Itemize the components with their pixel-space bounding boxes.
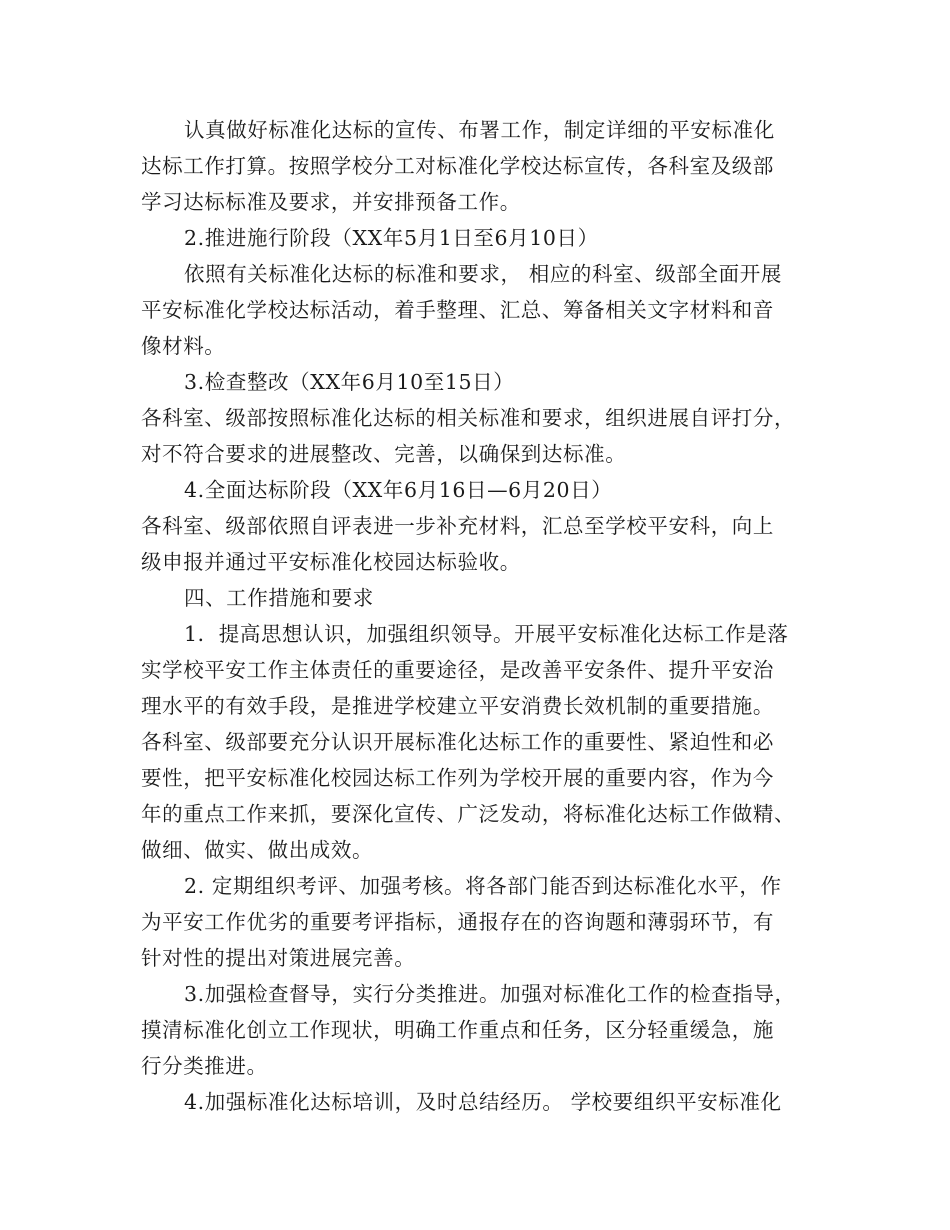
section-heading: 四、工作措施和要求 bbox=[184, 586, 374, 610]
section-heading: 3.检查整改（XX年6月10至15日） bbox=[184, 370, 515, 394]
text-line: 级申报并通过平安标准化校园达标验收。 bbox=[141, 550, 521, 574]
section-heading: 2.推进施行阶段（XX年5月1日至6月10日） bbox=[184, 226, 599, 250]
text-line: 理水平的有效手段，是推进学校建立平安消费长效机制的重要措施。 bbox=[141, 694, 774, 718]
text-line: 摸清标准化创立工作现状，明确工作重点和任务，区分轻重缓急，施 bbox=[141, 1018, 774, 1042]
text-line: 要性，把平安标准化校园达标工作列为学校开展的重要内容，作为今 bbox=[141, 766, 774, 790]
text-line: 各科室、级部要充分认识开展标准化达标工作的重要性、紧迫性和必 bbox=[141, 730, 774, 754]
text-line: 3.加强检查督导，实行分类推进。加强对标准化工作的检查指导， bbox=[184, 982, 796, 1006]
text-line: 为平安工作优劣的重要考评指标，通报存在的咨询题和薄弱环节，有 bbox=[141, 910, 774, 934]
text-line: 各科室、级部按照标准化达标的相关标准和要求，组织进展自评打分， bbox=[141, 406, 796, 430]
text-line: 像材料。 bbox=[141, 334, 226, 358]
text-line: 4.加强标准化达标培训，及时总结经历。 学校要组织平安标准化 bbox=[184, 1090, 782, 1114]
text-line: 平安标准化学校达标活动，着手整理、汇总、筹备相关文字材料和音 bbox=[141, 298, 774, 322]
text-line: 年的重点工作来抓，要深化宣传、广泛发动，将标准化达标工作做精、 bbox=[141, 802, 796, 826]
text-line: 达标工作打算。按照学校分工对标准化学校达标宣传，各科室及级部 bbox=[141, 154, 774, 178]
text-line: 实学校平安工作主体责任的重要途径，是改善平安条件、提升平安治 bbox=[141, 658, 774, 682]
text-line: 针对性的提出对策进展完善。 bbox=[141, 946, 416, 970]
text-line: 各科室、级部依照自评表进一步补充材料，汇总至学校平安科，向上 bbox=[141, 514, 774, 538]
section-heading: 4.全面达标阶段（XX年6月16日—6月20日） bbox=[184, 478, 613, 502]
text-line: 学习达标标准及要求，并安排预备工作。 bbox=[141, 190, 521, 214]
text-line: 1．提高思想认识，加强组织领导。开展平安标准化达标工作是落 bbox=[184, 622, 789, 646]
text-line: 做细、做实、做出成效。 bbox=[141, 838, 374, 862]
text-line: 对不符合要求的进展整改、完善，以确保到达标准。 bbox=[141, 442, 627, 466]
text-line: 2. 定期组织考评、加强考核。将各部门能否到达标准化水平，作 bbox=[184, 874, 782, 898]
text-line: 行分类推进。 bbox=[141, 1054, 268, 1078]
text-line: 认真做好标准化达标的宣传、布署工作，制定详细的平安标准化 bbox=[184, 118, 775, 142]
text-line: 依照有关标准化达标的标准和要求， 相应的科室、级部全面开展 bbox=[184, 262, 782, 286]
